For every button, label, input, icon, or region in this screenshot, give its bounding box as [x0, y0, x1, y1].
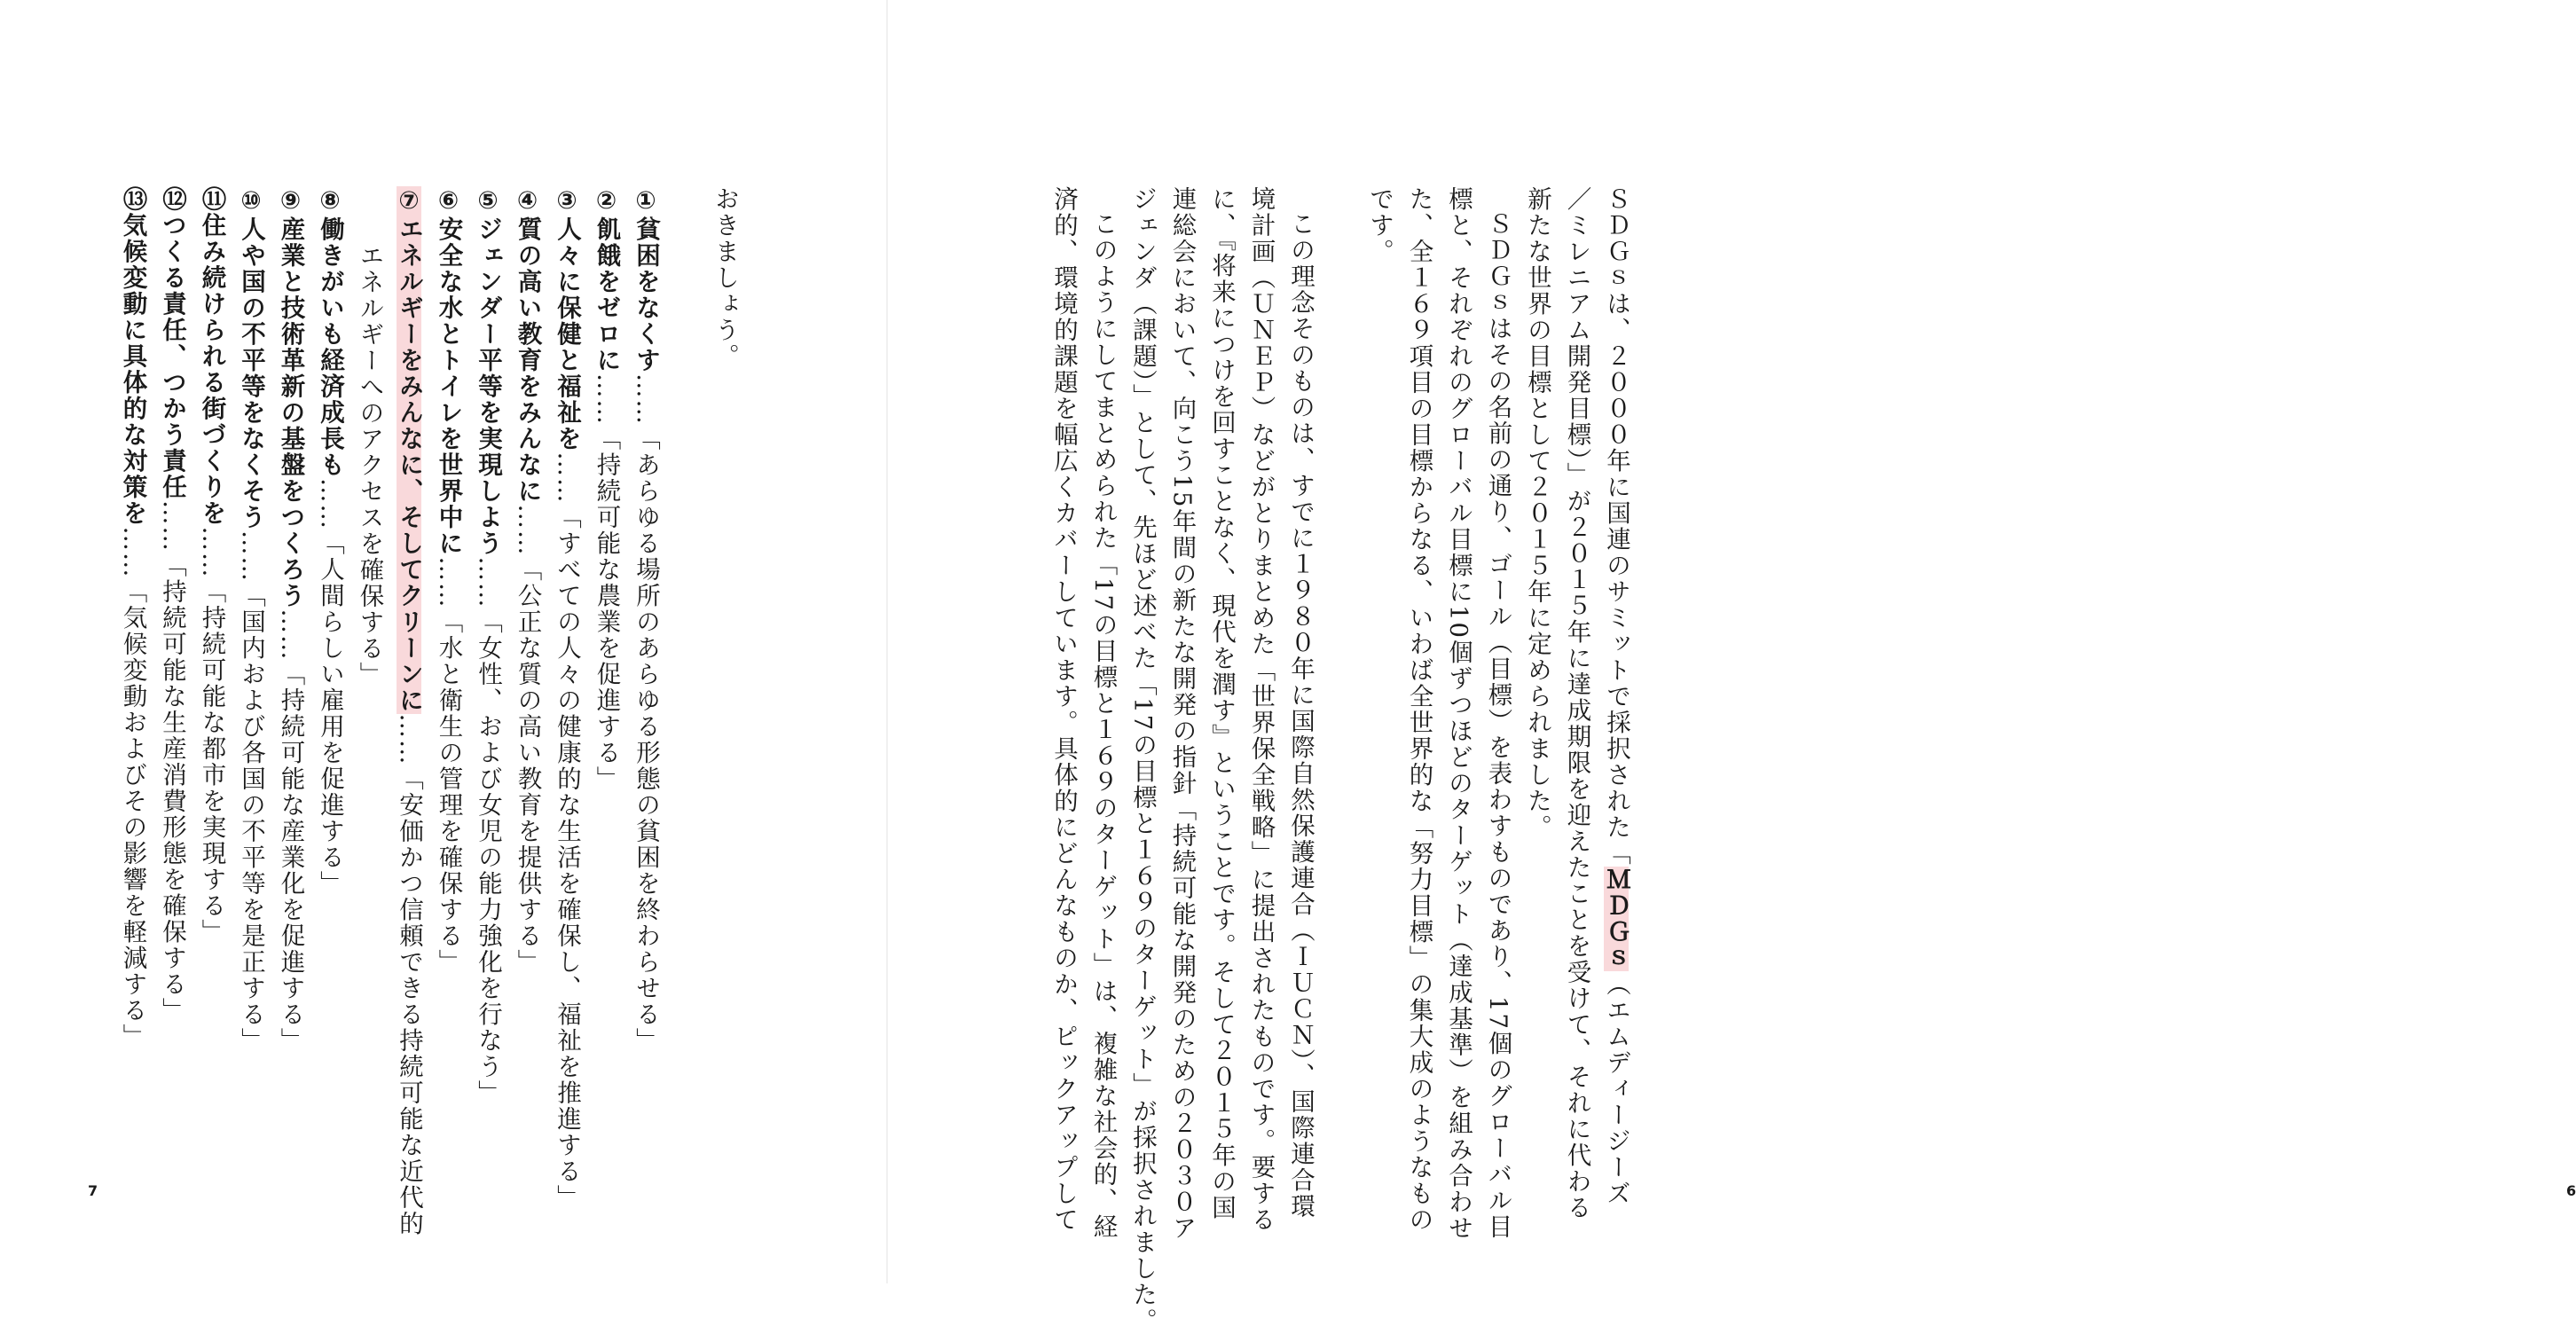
left-page — [0, 0, 886, 1283]
text-line — [271, 186, 310, 1242]
text-line — [665, 186, 705, 1242]
body-text: ……「持続可能な都市を実現する」 — [197, 526, 226, 946]
body-text: ……「持続可能な産業化を促進する」 — [276, 608, 305, 1054]
text-line — [1123, 186, 1163, 1334]
page-number-left: 7 — [88, 1182, 98, 1199]
body-text: 連総会において、向こう15年間の新たな開発の指針「持続可能な開発のための２０３０ア — [1167, 186, 1197, 1242]
text-line — [1083, 186, 1123, 1242]
emphasis-text: ⑪住み続けられる街づくりを — [197, 186, 226, 527]
body-text: ……「気候変動およびその影響を軽減する」 — [118, 526, 147, 1050]
body-text: ……「国内および各国の不平等を是正する」 — [237, 530, 265, 1054]
body-text: ／ミレニアム開発目標）」が２０１５年に達成期限を迎えたことを受けて、それに代わる — [1562, 186, 1591, 1221]
body-text: この理念そのものは、すでに１９８０年に国際自然保護連合（ＩＵＣＮ）、国際連合環 — [1286, 211, 1315, 1220]
text-line — [389, 186, 429, 1242]
body-text: ……「女性、および女児の能力強化を行なう」 — [474, 556, 502, 1106]
text-line — [547, 186, 587, 1242]
emphasis-text: ⑤ジェンダー平等を実現しよう — [474, 186, 502, 557]
body-text: ……「持続可能な生産消費形態を確保する」 — [158, 500, 186, 1024]
body-text: ジェンダ（課題）」として、先ほど述べた「17の目標と１６９のターゲット」が採択されました。 — [1128, 186, 1157, 1334]
text-line — [310, 186, 350, 1242]
right-page-body — [882, 186, 1636, 1334]
text-line — [1162, 186, 1202, 1242]
body-text — [1326, 186, 1355, 196]
body-text: です。 — [1365, 186, 1394, 265]
text-line — [1360, 186, 1400, 1242]
emphasis-text: ⑧働きがいも経済成長も — [316, 186, 344, 478]
body-text: た、全１６９項目の目標からなる、いわば全世界的な「努力目標」の集大成のようなもの — [1404, 186, 1433, 1233]
text-line — [1597, 186, 1637, 1242]
emphasis-text: ⑩人や国の不平等をなくそう — [237, 186, 265, 530]
body-text: このようにしてまとめられた「17の目標と１６９のターゲット」は、複雑な社会的、経 — [1088, 211, 1118, 1240]
text-line — [1320, 186, 1360, 1242]
text-line — [232, 186, 271, 1242]
emphasis-text: ⑫つくる責任、つかう責任 — [158, 186, 186, 500]
body-text: ……「水と衛生の管理を確保する」 — [434, 556, 463, 976]
text-line — [1241, 186, 1281, 1242]
emphasis-text: ④質の高い教育をみんなに — [513, 186, 542, 505]
body-text — [671, 186, 700, 196]
text-line — [113, 186, 153, 1242]
page-number-right: 6 — [2566, 1182, 2576, 1199]
left-page-body — [88, 186, 744, 1242]
text-line — [1281, 186, 1321, 1242]
emphasis-text: ①貧困をなくす — [632, 186, 660, 373]
body-text: ＳＤＧｓはその名前の通り、ゴール（目標）を表わすものであり、17個のグローバル目 — [1483, 211, 1512, 1240]
emphasis-text: ③人々に保健と福祉を — [553, 186, 581, 452]
text-line — [1478, 186, 1518, 1242]
text-line — [468, 186, 508, 1242]
body-text: 標と、それぞれのグローバル目標に10個ずつほどのターゲット（達成基準）を組み合わせ — [1444, 186, 1473, 1242]
emphasis-text: ⑦エネルギーをみんなに、そしてクリーンに — [395, 186, 423, 714]
text-line — [1202, 186, 1242, 1242]
body-text: ＳＤＧｓは、２０００年に国連のサミットで採択された — [1602, 186, 1630, 841]
body-text: ……「あらゆる場所のあらゆる形態の貧困を終わらせる」 — [632, 373, 660, 1054]
text-line — [1439, 186, 1479, 1242]
body-text: に、『将来につけを回すことなく、現代を潤す』ということです。そして２０１５年の国 — [1207, 186, 1236, 1221]
text-line — [705, 186, 745, 1242]
emphasis-text: ＭＤＧｓ — [1602, 867, 1630, 971]
text-line — [1518, 186, 1558, 1242]
text-line — [1399, 186, 1439, 1242]
text-line — [507, 186, 547, 1242]
body-text: 済的、環境的課題を幅広くカバーしています。具体的にどんなものか、ピックアップして — [1049, 186, 1078, 1233]
body-text: （エムディージーズ — [1602, 971, 1630, 1207]
body-text: 境計画（ＵＮＥＰ）などがとりまとめた「世界保全戦略」に提出されたものです。要する — [1246, 186, 1276, 1233]
body-text: エネルギーへのアクセスを確保する」 — [355, 243, 384, 688]
text-line — [1557, 186, 1597, 1242]
emphasis-text: ⑨産業と技術革新の基盤をつくろう — [276, 186, 305, 609]
body-text: ……「人間らしい雇用を促進する」 — [316, 478, 344, 897]
body-text: 「 — [1602, 840, 1630, 867]
body-text: ……「持続可能な農業を促進する」 — [592, 373, 621, 792]
emphasis-text: ⑬気候変動に具体的な対策を — [118, 186, 147, 527]
body-text: ……「公正な質の高い教育を提供する」 — [513, 504, 542, 976]
body-text: ……「すべての人々の健康的な生活を確保し、福祉を推進する」 — [553, 451, 581, 1211]
emphasis-text: ②飢餓をゼロに — [592, 186, 621, 373]
text-line — [1044, 186, 1084, 1242]
text-line — [153, 186, 192, 1242]
text-line — [428, 186, 468, 1242]
body-text: おきましょう。 — [711, 186, 739, 370]
text-line — [192, 186, 232, 1242]
text-line — [349, 186, 389, 1242]
body-text: ……「安価かつ信頼できる持続可能な近代的 — [395, 713, 423, 1237]
emphasis-text: ⑥安全な水とトイレを世界中に — [434, 186, 463, 557]
right-page — [888, 0, 2576, 1334]
text-line — [626, 186, 666, 1242]
text-line — [586, 186, 626, 1242]
body-text: 新たな世界の目標として２０１５年に定められました。 — [1523, 186, 1551, 841]
